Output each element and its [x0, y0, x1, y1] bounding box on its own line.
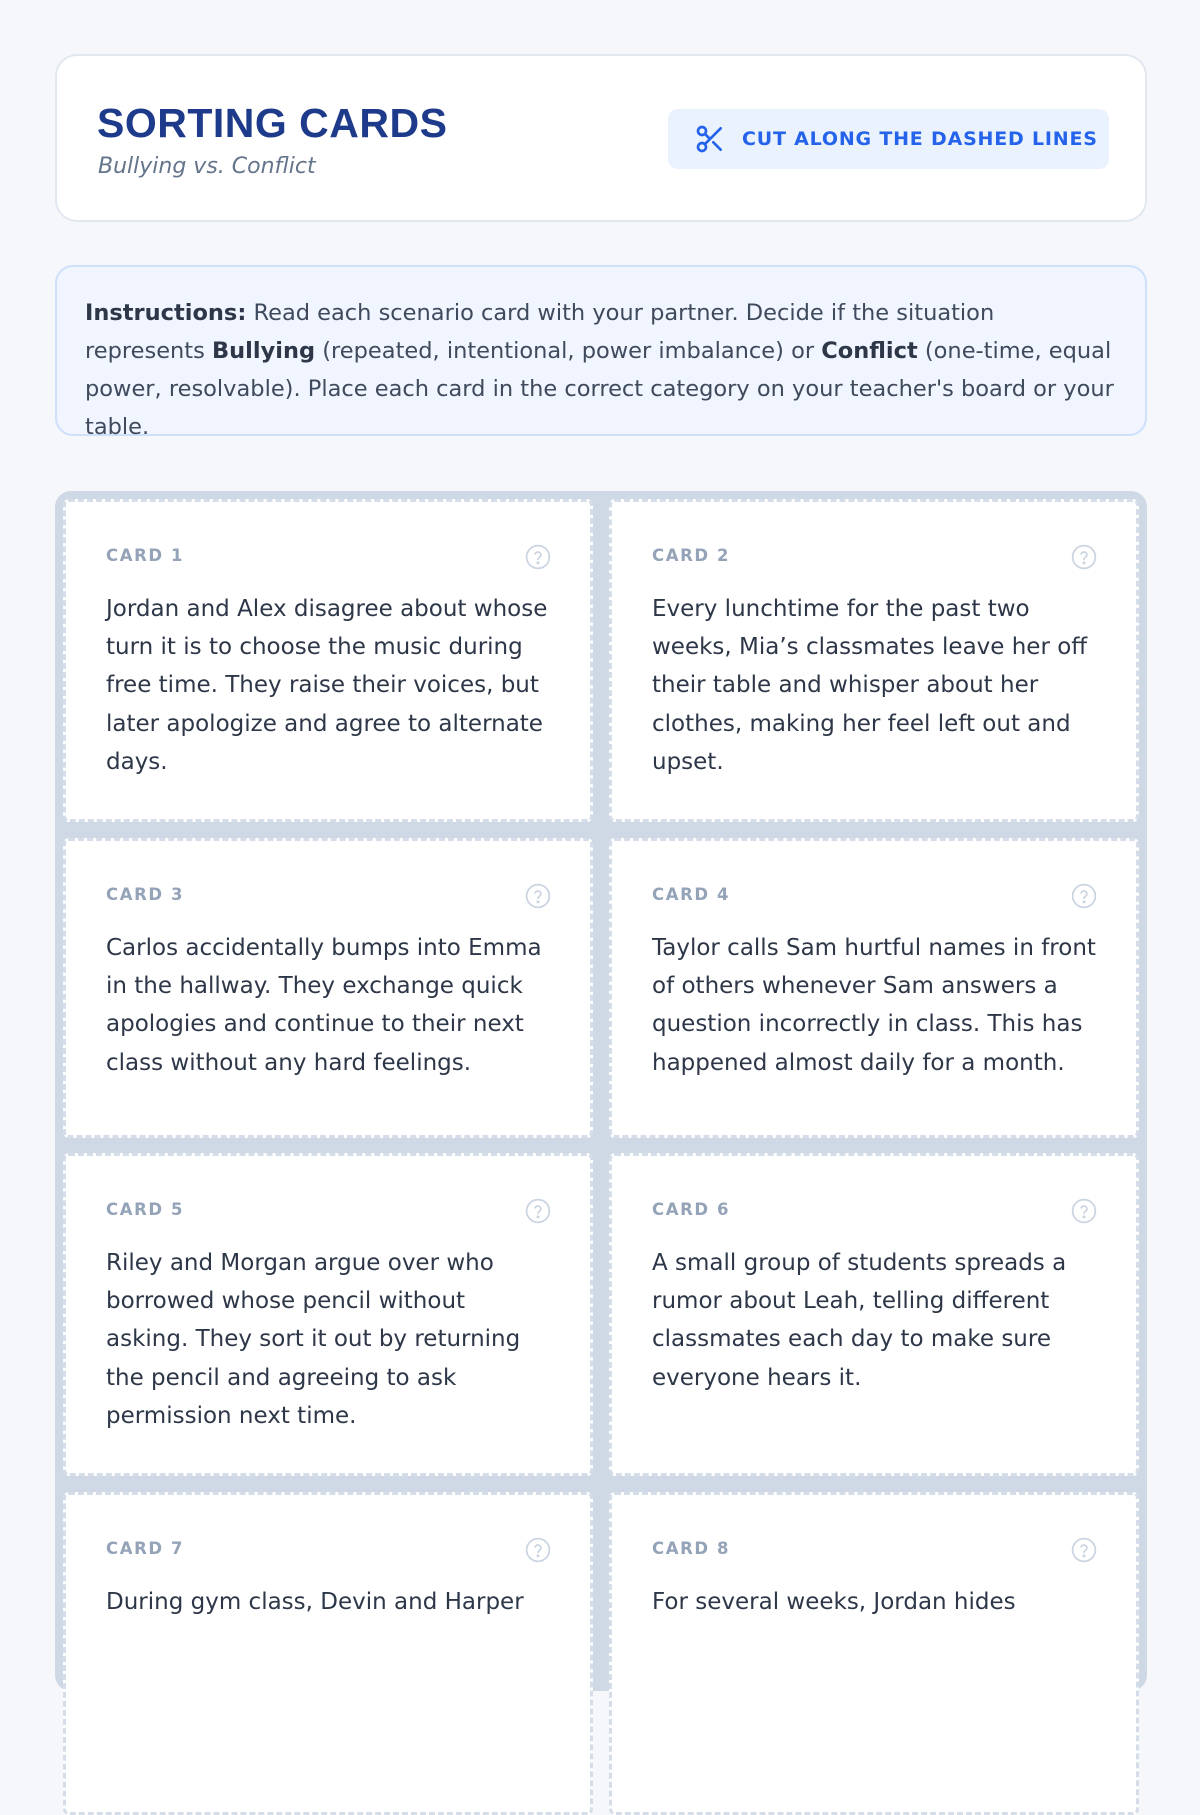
scenario-card [63, 1153, 593, 1476]
scenario-card [63, 838, 593, 1138]
cut-instruction-badge [668, 109, 1109, 169]
question-circle-icon [1071, 883, 1097, 909]
scenario-card [609, 838, 1139, 1138]
instructions-lead: Instructions: [85, 300, 247, 326]
card-scenario-text: During gym class, Devin and Harper [106, 1589, 524, 1615]
card-scenario-text: Riley and Morgan argue over who borrowed whose pencil without asking. They sort it out by returning the pencil and agreeing to ask permission next time. [106, 1250, 521, 1429]
card-label: CARD 2 [652, 546, 731, 565]
card-label: CARD 4 [652, 885, 731, 904]
cut-instruction-label: CUT ALONG THE DASHED LINES [742, 128, 1098, 150]
scenario-card [63, 499, 593, 822]
card-label: CARD 5 [106, 1200, 185, 1219]
card-label: CARD 3 [106, 885, 185, 904]
question-circle-icon [1071, 1198, 1097, 1224]
question-circle-icon [1071, 544, 1097, 570]
instructions-text-3: (one-time, equal power, resolvable). Place each card in the correct category on your teacher's board or your table. [85, 338, 1114, 440]
card-scenario-text: Carlos accidentally bumps into Emma in the hallway. They exchange quick apologies and continue to their next class without any hard feelings. [106, 935, 542, 1076]
card-label: CARD 8 [652, 1539, 731, 1558]
scissors-icon [694, 123, 726, 155]
question-circle-icon [525, 1537, 551, 1563]
scenario-card [609, 1492, 1139, 1815]
instructions-box [55, 265, 1147, 440]
header-card [55, 54, 1147, 222]
scenario-card [609, 499, 1139, 822]
instructions-text-1: Read each scenario card with your partner. Decide if the situation represents [85, 300, 995, 364]
card-label: CARD 7 [106, 1539, 185, 1558]
term-bullying: Bullying [212, 338, 316, 364]
question-circle-icon [525, 1198, 551, 1224]
term-conflict: Conflict [821, 338, 918, 364]
instructions-text-2: (repeated, intentional, power imbalance) or [315, 338, 822, 364]
card-scenario-text: For several weeks, Jordan hides [652, 1589, 1016, 1615]
scenario-card [609, 1153, 1139, 1476]
question-circle-icon [525, 544, 551, 570]
scenario-card [63, 1492, 593, 1815]
card-label: CARD 6 [652, 1200, 731, 1219]
page-title: SORTING CARDS [97, 100, 448, 146]
page-subtitle: Bullying vs. Conflict [98, 154, 316, 179]
card-scenario-text: Every lunchtime for the past two weeks, Mia’s classmates leave her off their table and whisper about her clothes, making her feel left out and upset. [652, 596, 1088, 775]
card-scenario-text: A small group of students spreads a rumor about Leah, telling different classmates each day to make sure everyone hears it. [652, 1250, 1067, 1391]
question-circle-icon [525, 883, 551, 909]
card-grid [55, 491, 1147, 1691]
card-scenario-text: Jordan and Alex disagree about whose turn it is to choose the music during free time. They raise their voices, but later apologize and agree to alternate days. [106, 596, 548, 775]
question-circle-icon [1071, 1537, 1097, 1563]
card-label: CARD 1 [106, 546, 185, 565]
card-scenario-text: Taylor calls Sam hurtful names in front of others whenever Sam answers a question incorrectly in class. This has happened almost daily for a month. [652, 935, 1096, 1076]
